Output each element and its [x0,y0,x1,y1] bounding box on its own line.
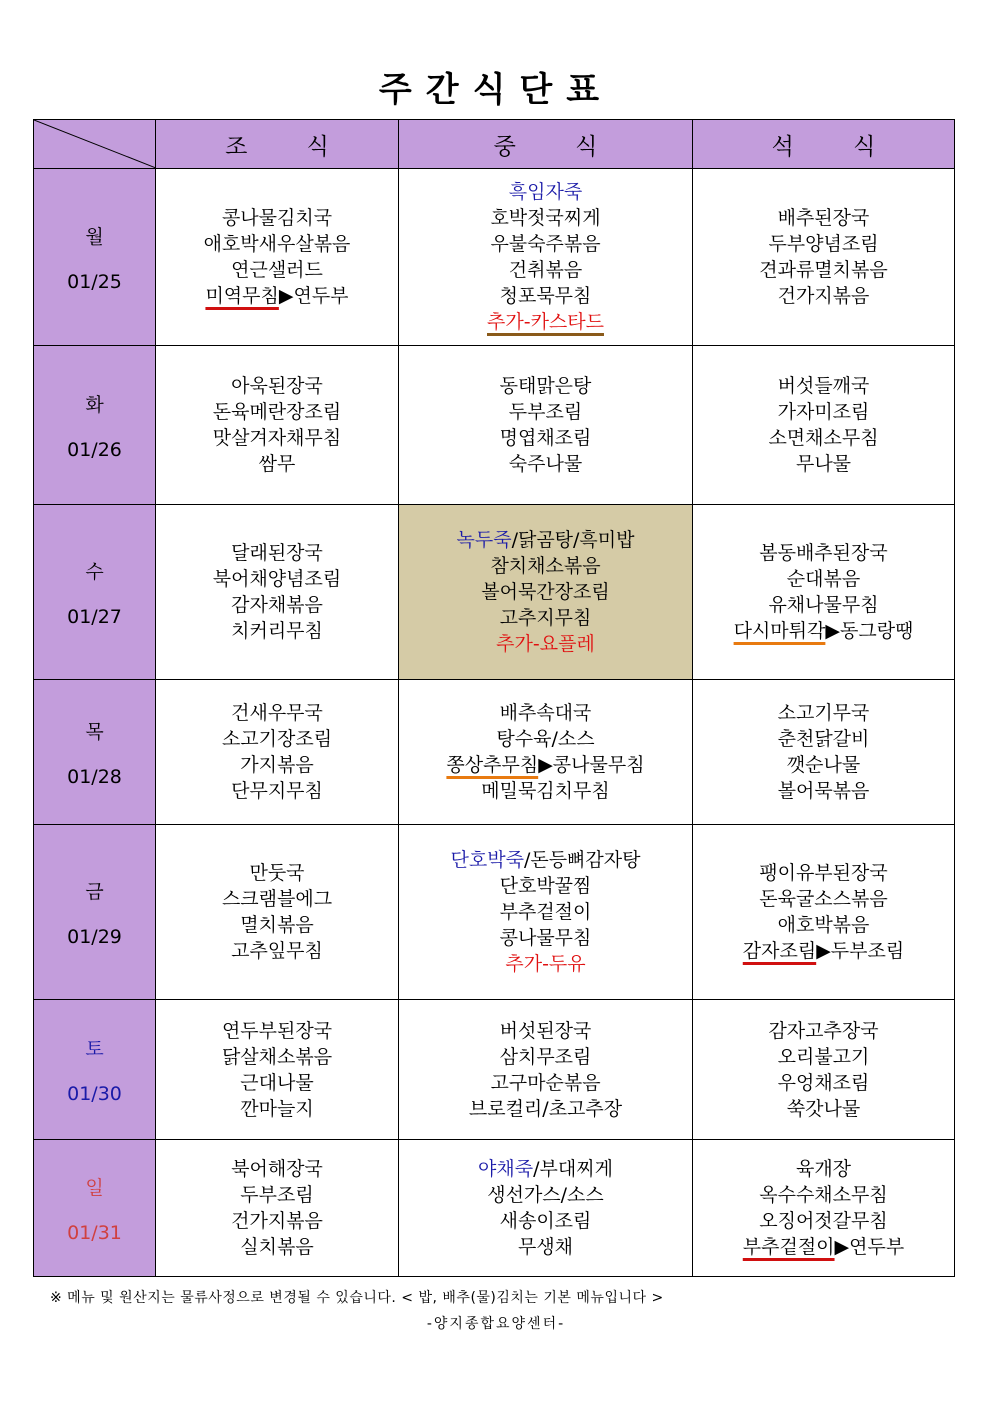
menu-item: 참치채소볶음 [490,555,601,577]
day-row-sun [34,1140,955,1277]
menu-item-porridge: 흑임자죽 [508,181,583,203]
menu-item-main: 부추겉절이 [742,1236,835,1258]
menu-item [399,752,692,778]
menu-item: 두부조림 [240,1184,314,1206]
breakfast-cell [156,505,399,680]
menu-item-extra: 추가-두유 [505,953,586,975]
menu-item: 가자미조림 [777,401,870,423]
menu-item: 호박젓국찌게 [490,207,601,229]
menu-item: 오징어젓갈무침 [759,1210,888,1232]
lunch-cell [399,346,693,505]
menu-item-main: 다시마튀각 [733,620,826,642]
lunch-cell [399,1140,693,1277]
menu-item: 부추겉절이 [499,901,592,923]
menu-item-main: /부대찌게 [533,1158,613,1180]
dinner-cell [693,346,955,505]
breakfast-cell [156,1140,399,1277]
day-name: 일 [85,1176,104,1199]
menu-item-alt: ▶동그랑땡 [825,620,914,642]
header-row [34,120,955,169]
day-name: 금 [85,880,104,903]
menu-item-main: /닭곰탕/흑미밥 [511,529,635,551]
menu-item: 삼치무조림 [499,1045,592,1068]
menu-item: 배추된장국 [777,207,870,229]
day-date: 01/25 [67,270,122,293]
day-date: 01/26 [67,438,122,461]
menu-item: 버섯들깨국 [777,375,870,397]
dinner-cell [693,825,955,1000]
menu-item: 두부조림 [508,401,583,423]
menu-item: 연근샐러드 [231,259,323,281]
menu-item: 북어해장국 [231,1158,323,1180]
day-row-wed [34,505,955,680]
header-lunch: 중 식 [399,120,693,169]
menu-item: 동태맑은탕 [499,375,592,397]
menu-item: 오리불고기 [777,1045,870,1068]
menu-item: 콩나물김치국 [221,207,333,229]
day-name: 수 [85,560,104,583]
menu-item: 고추지무침 [499,607,592,629]
menu-item-porridge: 야채죽 [478,1158,534,1180]
menu-item: 건가지볶음 [777,285,870,307]
dinner-cell [693,1140,955,1277]
menu-item: 건새우무국 [231,702,323,724]
menu-item: 쌈무 [258,453,296,475]
menu-item-alt: ▶연두부 [278,285,349,307]
lunch-cell [399,1000,693,1140]
menu-item: 새송이조림 [499,1210,592,1232]
lunch-cell-highlight [399,505,693,680]
menu-item: 가지볶음 [240,754,314,776]
menu-item: 견과류멸치볶음 [759,259,888,281]
menu-item: 아욱된장국 [231,375,323,397]
menu-item-main: /돈등뼈감자탕 [523,849,641,871]
menu-item-main: 쫑상추무침 [446,754,539,776]
menu-item: 쑥갓나물 [786,1097,861,1120]
day-name: 토 [85,1038,104,1060]
menu-item [399,527,692,553]
menu-item: 팽이유부된장국 [759,862,888,884]
menu-item: 볼어묵볶음 [777,780,870,802]
breakfast-cell [156,346,399,505]
day-date: 01/31 [67,1221,122,1244]
day-date: 01/30 [67,1083,122,1105]
breakfast-cell [156,825,399,1000]
lunch-cell [399,825,693,1000]
menu-item: 멸치볶음 [240,914,314,936]
menu-item: 고구마순볶음 [490,1071,601,1094]
corner-cell [34,120,156,169]
menu-item: 건취볶음 [508,259,583,281]
menu-item-porridge: 녹두죽 [456,529,512,551]
menu-item: 감자고추장국 [768,1019,879,1042]
menu-item [399,1156,692,1182]
menu-item: 감자채볶음 [231,594,323,616]
menu-item: 생선가스/소스 [487,1184,604,1206]
menu-item: 닭살채소볶음 [221,1045,333,1068]
menu-item: 배추속대국 [499,702,592,724]
menu-item [693,938,954,964]
menu-item: 깻순나물 [786,754,861,776]
dinner-cell [693,1000,955,1140]
menu-item: 무나물 [795,453,852,475]
menu-item: 고추잎무침 [231,940,323,962]
day-date: 01/27 [67,605,122,628]
day-name: 화 [85,393,104,416]
menu-item-extra: 추가-카스타드 [487,311,604,333]
menu-item: 단호박꿀찜 [499,875,592,897]
menu-item [693,1234,954,1260]
menu-item: 볼어묵간장조림 [481,581,610,603]
day-name: 목 [85,720,104,743]
menu-item: 건가지볶음 [231,1210,323,1232]
menu-item: 애호박새우살볶음 [203,233,351,255]
dinner-cell [693,169,955,346]
menu-item: 스크램블에그 [221,888,333,910]
weekly-menu-table [33,119,955,1277]
menu-item: 청포묵무침 [499,285,592,307]
day-cell [34,680,156,825]
menu-item: 치커리무침 [231,620,323,642]
menu-item [399,847,692,873]
menu-item: 숙주나물 [508,453,583,475]
menu-item: 옥수수채소무침 [759,1184,888,1206]
day-row-fri [34,825,955,1000]
menu-item: 소고기장조림 [221,728,333,750]
day-cell [34,1000,156,1140]
day-date: 01/29 [67,925,122,948]
day-row-sat [34,1000,955,1140]
footer-center-name: -양지종합요양센터- [426,1316,566,1332]
day-row-tue [34,346,955,505]
menu-item: 맛살겨자채무침 [212,427,342,449]
day-cell [34,169,156,346]
menu-item: 춘천닭갈비 [777,728,870,750]
menu-item: 애호박볶음 [777,914,870,936]
menu-item: 브로컬리/초고추장 [468,1097,623,1120]
menu-item-porridge: 단호박죽 [450,849,524,871]
breakfast-cell [156,169,399,346]
menu-item-alt: ▶두부조림 [816,940,905,962]
menu-item: 탕수육/소스 [496,728,595,750]
breakfast-cell [156,1000,399,1140]
menu-item: 단무지무침 [231,780,323,802]
menu-item: 메밀묵김치무침 [481,780,610,802]
day-cell [34,825,156,1000]
header-dinner: 석 식 [693,120,955,169]
menu-item: 버섯된장국 [499,1019,592,1042]
menu-item: 깐마늘지 [240,1097,314,1120]
menu-item: 근대나물 [240,1071,314,1094]
menu-item: 돈육굴소스볶음 [759,888,888,910]
menu-item: 연두부된장국 [221,1019,333,1042]
breakfast-cell [156,680,399,825]
menu-item: 무생채 [517,1236,574,1258]
menu-item-main: 미역무침 [205,285,279,307]
day-row-mon [34,169,955,346]
menu-item: 소고기무국 [777,702,870,724]
menu-item: 두부양념조림 [768,233,879,255]
page-title: 주간식단표 [378,70,614,110]
menu-item-extra: 추가-요플레 [496,633,595,655]
footer-note: ※ 메뉴 및 원산지는 물류사정으로 변경될 수 있습니다. < 밥, 배추(물)김치는 기본 메뉴입니다 > [50,1290,664,1306]
menu-item: 우엉채조림 [777,1071,870,1094]
menu-item: 콩나물무침 [499,927,592,949]
menu-item: 소면채소무침 [768,427,879,449]
menu-item: 유채나물무침 [768,594,879,616]
diagonal-line [34,120,156,168]
dinner-cell [693,505,955,680]
menu-item-alt: ▶콩나물무침 [538,754,645,776]
menu-item: 우불숙주볶음 [490,233,601,255]
header-breakfast: 조 식 [156,120,399,169]
lunch-cell [399,169,693,346]
menu-item: 북어채양념조림 [212,568,342,590]
menu-item: 순대볶음 [786,568,861,590]
menu-item: 실치볶음 [240,1236,314,1258]
menu-item: 만둣국 [249,862,305,884]
day-row-thu [34,680,955,825]
day-date: 01/28 [67,765,122,788]
menu-item: 달래된장국 [231,542,323,564]
menu-item: 명엽채조림 [499,427,592,449]
menu-item [693,618,954,644]
menu-item: 돈육메란장조림 [212,401,342,423]
day-name: 월 [85,225,104,248]
menu-item-alt: ▶연두부 [834,1236,905,1258]
menu-item: 봄동배추된장국 [759,542,888,564]
menu-item-main: 감자조림 [742,940,817,962]
lunch-cell [399,680,693,825]
day-cell [34,346,156,505]
day-cell [34,505,156,680]
menu-item: 육개장 [795,1158,852,1180]
day-cell [34,1140,156,1277]
dinner-cell [693,680,955,825]
menu-item [156,283,398,309]
